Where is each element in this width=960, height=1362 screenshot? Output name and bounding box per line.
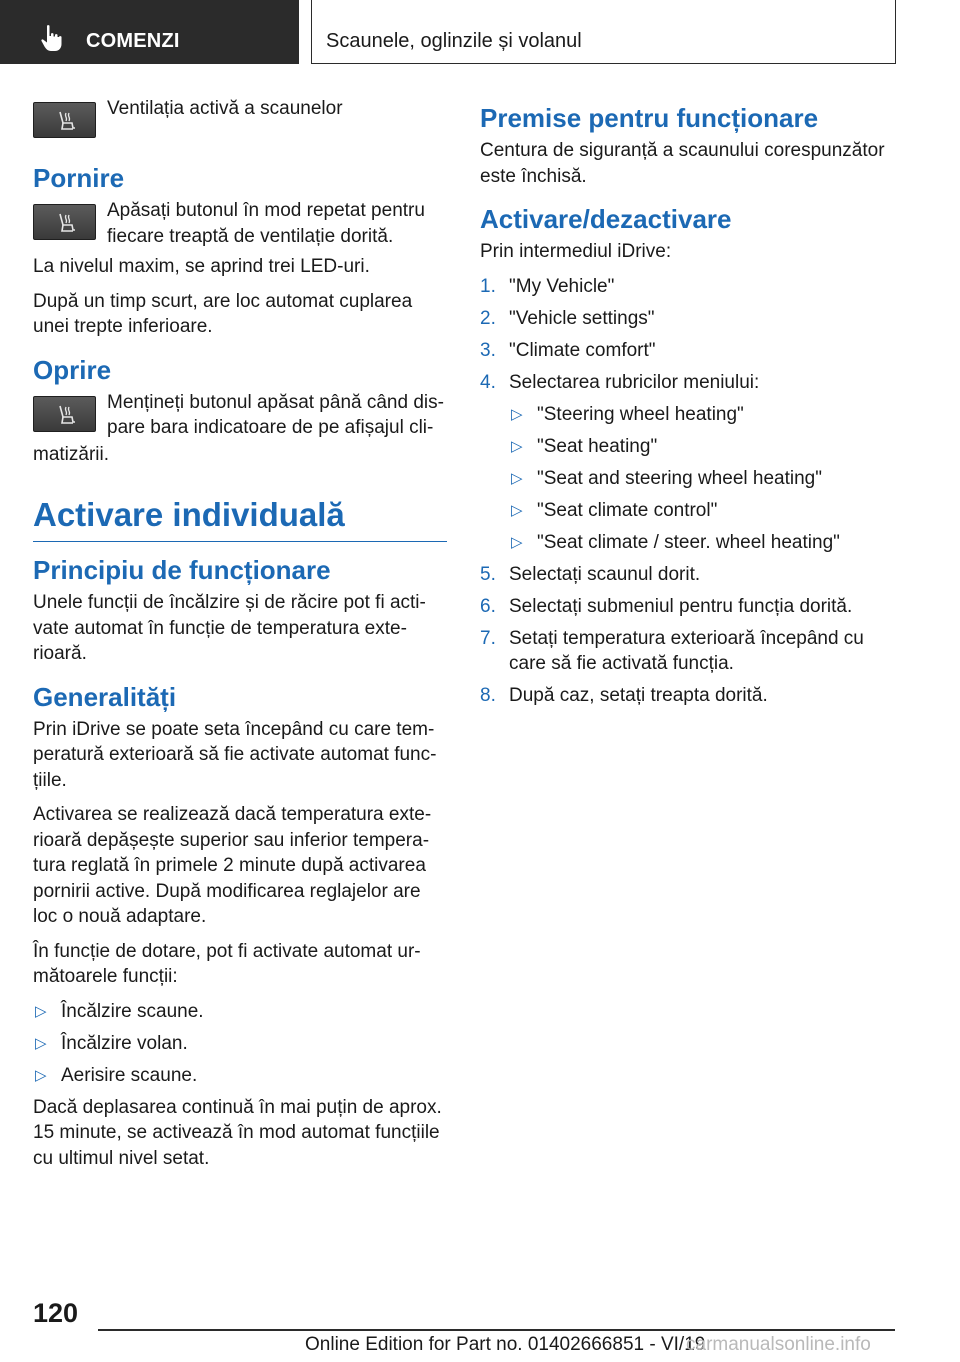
list-item: ▷ "Seat heating" — [509, 434, 900, 460]
footer-edition: Online Edition for Part no. 01402666851 - VI/19 — [305, 1334, 706, 1355]
watermark: carmanualsonline.info — [686, 1334, 871, 1355]
list-item: 4. Selectarea rubricilor meniului: ▷ "Steering wheel heating" ▷ "Seat heating" ▷ "Seat and steering wheel heating" ▷ "Seat climate control" ▷ "Seat climate / steer. wheel heating" — [480, 370, 900, 556]
list-item: 8. După caz, setați treapta dorită. — [480, 685, 768, 706]
triangle-bullet-icon: ▷ — [35, 1034, 47, 1052]
heading-principiu: Principiu de funcționare — [33, 555, 331, 585]
triangle-bullet-icon: ▷ — [511, 501, 523, 519]
triangle-bullet-icon: ▷ — [511, 437, 523, 455]
seat-ventilation-icon — [54, 211, 78, 235]
chapter-title-box — [311, 0, 896, 64]
right-column — [480, 96, 900, 715]
generalitati-p2: Activarea se realizează dacă temperatura exterioară depășește superior sau inferior temperatura reglată în primele 2 minute după activarea pornirii active. După modificarea reglajelor are loc o nouă adaptare. — [33, 804, 432, 927]
seat-ventilation-icon — [54, 109, 78, 133]
list-item: ▷ "Seat climate control" — [509, 498, 900, 524]
seat-ventilation-button — [33, 396, 96, 432]
generalitati-p1: Prin iDrive se poate seta începând cu care temperatură exterioară să fie activate automat funcțiile. — [33, 718, 437, 791]
list-item: 2. "Vehicle settings" — [480, 307, 655, 329]
oprire-instruction-c: matizării. — [33, 443, 110, 465]
page-number: 120 — [33, 1298, 79, 1328]
list-item: ▷ Încălzire volan. — [33, 1031, 447, 1057]
list-item: ▷ Încălzire scaune. — [33, 999, 447, 1025]
list-item: 5. Selectați scaunul dorit. — [480, 563, 701, 585]
list-item: 3. "Climate comfort" — [480, 339, 656, 361]
list-item: ▷ "Seat and steering wheel heating" — [509, 466, 900, 492]
pornire-p1: La nivelul maxim, se aprind trei LED-uri. — [33, 256, 370, 277]
hand-pointer-icon — [40, 24, 64, 52]
premise-p1: Centura de siguranță a scaunului corespunzător este închisă. — [480, 140, 885, 187]
oprire-instruction-a: Mențineți butonul apăsat până când dis- — [107, 391, 444, 413]
list-item: 1. "My Vehicle" — [480, 275, 615, 297]
menu-options-list — [509, 402, 900, 556]
list-item: 7. Setați temperatura exterioară începând cu care să fie activată funcția. — [480, 627, 864, 674]
heading-activare-dezactivare: Activare/dezactivare — [480, 204, 732, 234]
triangle-bullet-icon: ▷ — [511, 469, 523, 487]
heading-generalitati: Generalități — [33, 681, 177, 712]
chapter-tab — [0, 0, 299, 64]
list-item: ▷ "Seat climate / steer. wheel heating" — [509, 530, 900, 556]
footer-divider — [98, 1329, 895, 1331]
principiu-p1: Unele funcții de încălzire și de răcire pot fi activate automat în funcție de temperatura exterioară. — [33, 592, 426, 664]
activare-p1: Prin intermediul iDrive: — [480, 241, 672, 262]
heading-premise: Premise pentru funcționare — [480, 103, 819, 133]
list-item: 6. Selectați submeniul pentru funcția dorită. — [480, 595, 853, 617]
triangle-bullet-icon: ▷ — [35, 1002, 47, 1020]
oprire-icon-row — [33, 390, 447, 442]
left-column — [33, 96, 447, 1180]
seat-ventilation-intro — [33, 96, 447, 148]
pornire-instruction: Apăsați butonul în mod repetat pentru fiecare treaptă de ventilație dorită. — [107, 200, 425, 247]
activare-steps — [480, 274, 900, 709]
triangle-bullet-icon: ▷ — [35, 1066, 47, 1084]
heading-pornire: Pornire — [33, 163, 125, 193]
generalitati-p4: Dacă deplasarea continuă în mai puțin de aprox. 15 minute, se activează în mod automat funcțiile cu ultimul nivel setat. — [33, 1096, 442, 1169]
triangle-bullet-icon: ▷ — [511, 533, 523, 551]
oprire-instruction-b: pare bara indicatoare de pe afișajul cli- — [107, 417, 434, 438]
seat-ventilation-icon — [54, 403, 78, 427]
chapter-tab-label: COMENZI — [86, 30, 180, 52]
seat-ventilation-button — [33, 204, 96, 240]
list-item: ▷ "Steering wheel heating" — [509, 402, 900, 428]
pornire-p2: După un timp scurt, are loc automat cuplarea unei trepte inferioare. — [33, 290, 413, 337]
list-item: ▷ Aerisire scaune. — [33, 1063, 447, 1089]
heading-activare-individuala: Activare individuală — [33, 495, 447, 542]
page-header — [0, 0, 960, 66]
intro-text: Ventilația activă a scaunelor — [107, 98, 343, 119]
generalitati-list — [33, 999, 447, 1089]
triangle-bullet-icon: ▷ — [511, 405, 523, 423]
pornire-icon-row — [33, 198, 447, 250]
chapter-title: Scaunele, oglinzile și volanul — [326, 30, 582, 52]
heading-oprire: Oprire — [33, 354, 112, 385]
seat-ventilation-button — [33, 102, 96, 138]
generalitati-p3: În funcție de dotare, pot fi activate automat următoarele funcții: — [33, 940, 421, 987]
